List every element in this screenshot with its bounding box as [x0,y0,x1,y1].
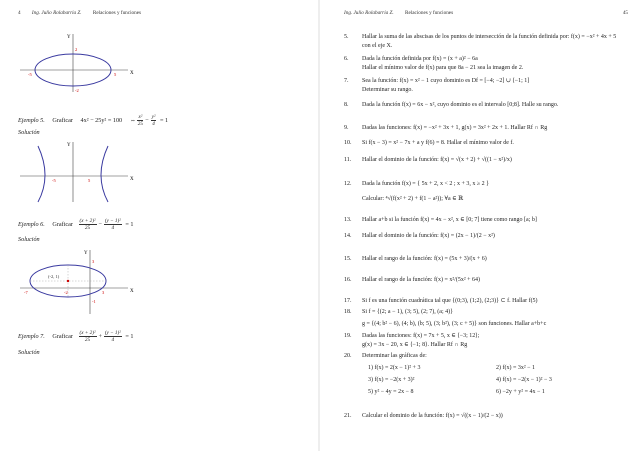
exercise-10: 10. Si f(x − 3) = x² − 7x + a y f(6) = 8. Hallar el mínimo valor de f. [344,140,514,146]
graph-item: 5) y² − 4y = 2x − 8 [368,389,414,395]
hyperbola-right-branch [101,146,108,202]
hyperbola-left-branch [38,146,45,202]
exercise-16: 16. Hallar el rango de la función: f(x) = x²/(5x² + 64) [344,277,480,283]
tick-label: 5 [114,72,117,77]
exercise-20: 20. Determinar las gráficas de: 1) f(x) = 2(x − 1)² + 3 2) f(x) = 3x² − 1 3) f(x) = −2(x + 3)² 4) f(x) = −2(x − 1)² − 3 5) y² − 4y = 2x − 8 6) −2y + y² = 4x − 1 [344,352,626,397]
graph-ellipse [18,30,138,94]
exercise-15: 15. Hallar el rango de la función: f(x) = (5x + 3)/(x + 6) [344,256,487,262]
solution-label: Solución [18,129,40,136]
example-text: Graficar [52,116,73,124]
fraction: $\frac{\text{x²}}{25}$ [137,114,143,127]
example-label: Ejemplo 5. [18,116,45,124]
operator: − [98,220,103,228]
operator: + [98,332,103,340]
graph-item: 3) f(x) = −2(x + 3)² [368,377,415,383]
graph-item: 2) f(x) = 3x² − 1 [496,365,536,371]
center-label: (-2, 1) [48,274,60,279]
graph-item: 1) f(x) = 2(x − 1)² + 3 [368,365,421,371]
example-text: Graficar [52,332,73,340]
rhs: = 1 [159,116,169,124]
tick-label: -5 [28,72,32,77]
graph-hyperbola [18,138,138,204]
tick-label: -5 [52,178,56,183]
left-author: Ing. Julio Rolabarria Z. [31,10,82,16]
graph-item: 4) f(x) = −2(x − 1)² − 3 [496,377,552,383]
right-section: Relaciones y funciones [405,10,454,16]
graph-item: 6) −2y + y² = 4x − 1 [496,389,545,395]
example-5 [18,114,168,127]
exercise-8: 8. Dada la función f(x) = 6x − x², cuyo dominio es el intervalo [0;8]. Halle su rango. [344,102,559,108]
x-axis-label: X [130,289,134,294]
exercise-14: 14. Hallar el dominio de la función: f(x) = (2x − 1)/(2 − x²) [344,233,495,239]
example-equation: 4x² − 25y² = 100 [80,116,123,124]
graph-shifted-ellipse [18,246,138,316]
equiv-symbol: ⇔ [129,116,136,124]
exercise-17: 17. Si f es una función cuadrática tal que {(0;3), (1;2), (2;3)} ⊂ f. Hallar f(5) [344,298,538,304]
tick-label: 3 [92,259,95,264]
example-label: Ejemplo 7. [18,332,45,340]
right-header [344,10,634,16]
y-axis-label: Y [67,143,71,148]
exercise-12: 12. Dada la función f(x) = { 5x + 2, x < 2 ; x + 3, x ≥ 2 } Calcular: ⁴√(f(x² + 2) + f(1 − a²)); ∀a ∈ ℝ [344,181,490,202]
exercise-7: 7. Sea la función: f(x) = x² − 1 cuyo dominio es Df = [−4; −2] ∪ ⟨−1; 1] Determinar su rango. [344,78,530,93]
tick-label: -2 [64,290,68,295]
operator: − [144,116,150,124]
fraction: $\frac{\text{(x + 2)²}}{25}$ [79,330,96,343]
x-axis-label: X [130,177,134,182]
exercise-21: 21. Calcular el dominio de la función: f(x) = √((x − 1)/(2 − x)) [344,413,503,419]
example-text: Graficar [52,220,73,228]
solution-label: Solución [18,349,40,356]
tick-label: -2 [75,88,79,93]
rhs: = 1 [125,220,134,228]
tick-label: -7 [24,290,28,295]
exercise-9: 9. Dadas las funciones: f(x) = −x² + 3x + 1, g(x) = 3x² + 2x + 1. Hallar Rf ∩ Rg [344,125,548,131]
exercise-19: 19. Dadas las funciones: f(x) = 7x + 5, x ∈ ⟨−3; 12⟩; g(x) = 3x − 20, x ∈ ⟨−1; 8⟩. Hallar Rf ∩ Rg [344,333,480,348]
tick-label: 5 [88,178,91,183]
center-point [67,280,69,282]
exercise-11: 11. Hallar el dominio de la función: f(x) = √(x + 2) + √((1 − x²)/x) [344,157,512,163]
tick-label: 3 [102,290,105,295]
left-section: Relaciones y funciones [92,10,142,16]
example-7 [18,330,134,343]
exercise-18: 18. Si f = {(2; a − 1), (3; 5), (2; 7), (a; 4)} g = {(4; b² − 6), (4; b), (b; 5), (3; b²), (3; c + 5)} son funciones. Hallar a+b+c [344,309,547,327]
fraction: $\frac{\text{y²}}{4}$ [151,114,156,127]
tick-label: -1 [92,299,96,304]
y-axis-label: Y [67,35,71,40]
right-page-number: 45 [622,10,628,16]
left-page-number: 4 [18,10,21,16]
left-header [18,10,141,16]
solution-label: Solución [18,236,40,243]
fraction: $\frac{\text{(x + 2)²}}{25}$ [79,218,96,231]
y-axis-label: Y [84,251,88,256]
exercise-13: 13. Hallar a+b si la función f(x) = 4x − x², x ∈ [0; 7] tiene como rango [a; b] [344,217,537,223]
fraction: $\frac{\text{(y − 1)²}}{4}$ [104,330,121,343]
fraction: $\frac{\text{(y − 1)²}}{4}$ [104,218,121,231]
exercise-6: 6. Dada la función definida por f(x) = (x + a)² − 6a Hallar el mínimo valor de f(x) para que 8a − 21 sea la imagen de 2. [344,56,524,71]
rhs: = 1 [125,332,134,340]
example-6 [18,218,134,231]
tick-label: 2 [75,47,78,52]
example-label: Ejemplo 6. [18,220,45,228]
right-author: Ing. Julio Rolabarria Z. [344,10,394,16]
x-axis-label: X [130,71,134,76]
exercise-5: 5. Hallar la suma de las abscisas de los puntos de intersección de la función definida por: f(x) = −x² + 4x + 5 con el eje X. [344,34,617,49]
left-page [0,0,318,451]
